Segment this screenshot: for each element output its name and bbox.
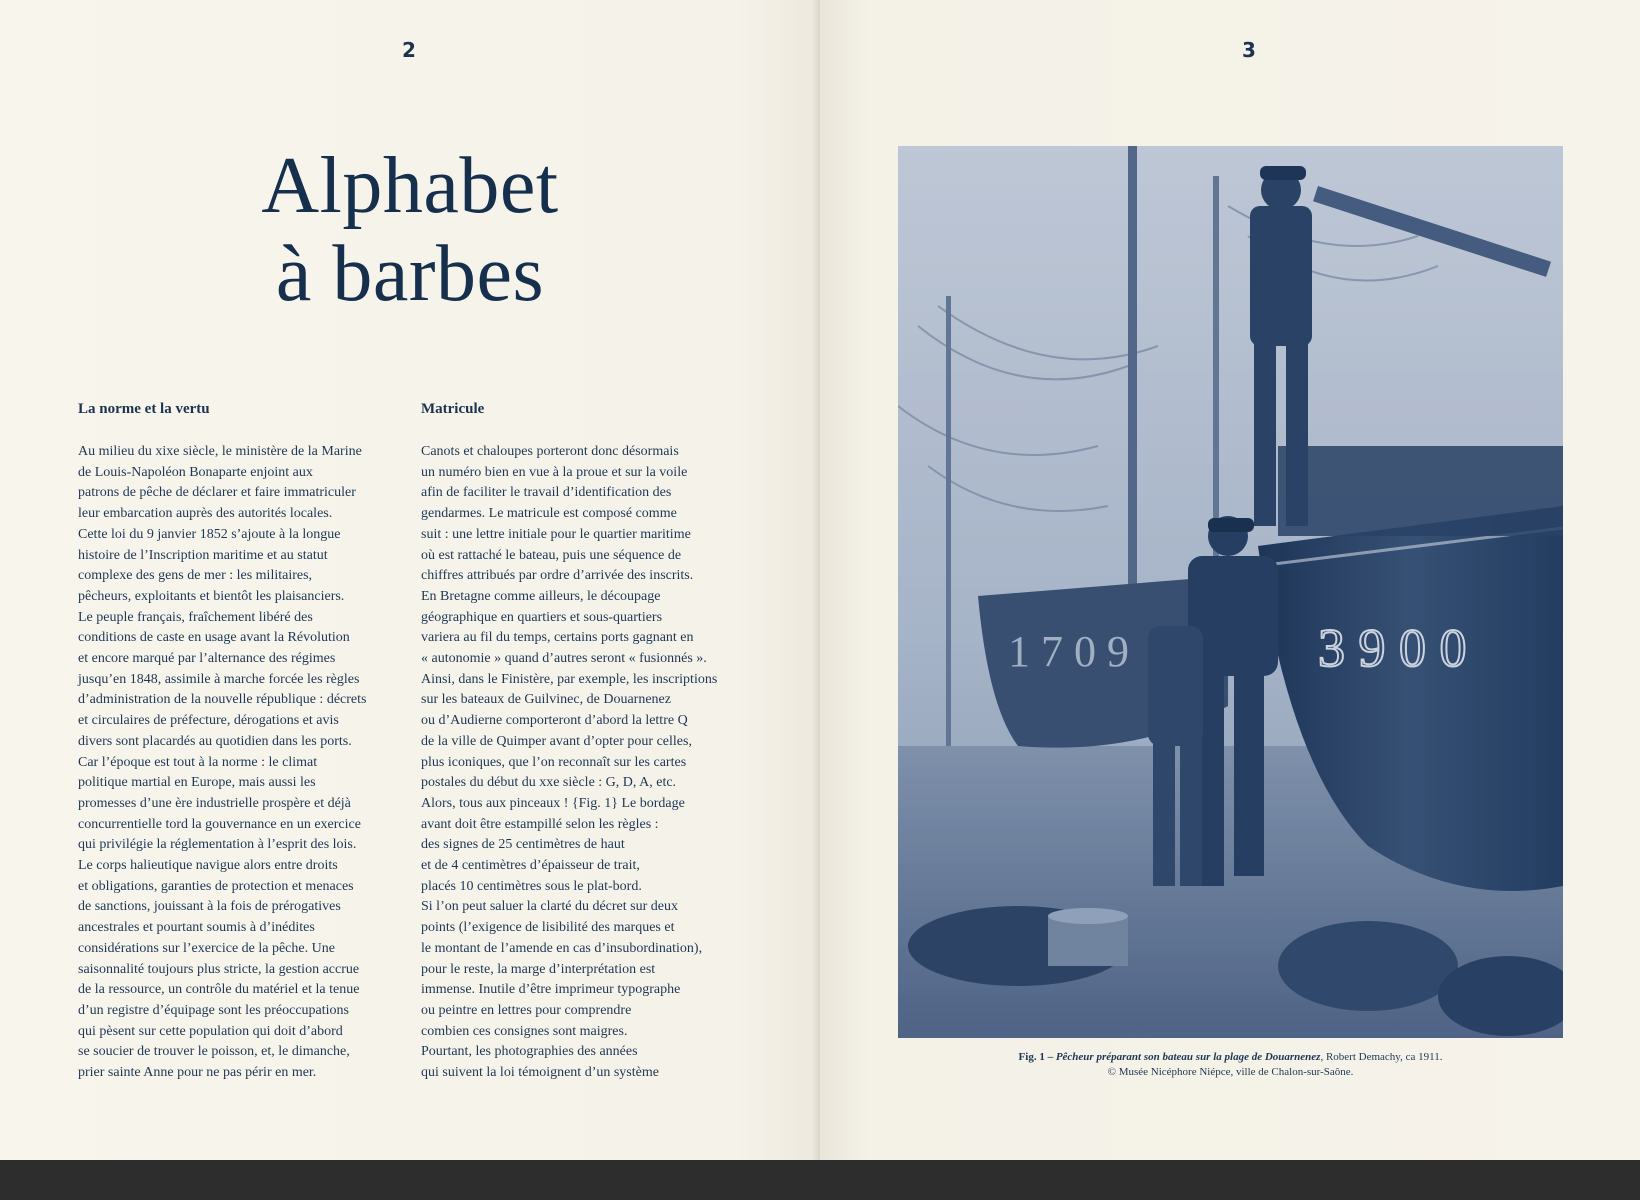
page-number-left: 2 <box>402 38 416 62</box>
text-line: de la ressource, un contrôle du matériel et la tenue <box>78 982 360 998</box>
text-line: points (l’exigence de lisibilité des marques et <box>421 920 675 936</box>
page-title <box>180 142 640 318</box>
text-line: pour le reste, la marge d’interprétation est <box>421 961 656 977</box>
text-line: de Louis-Napoléon Bonaparte enjoint aux <box>78 464 313 480</box>
text-line: prier sainte Anne pour ne pas périr en mer. <box>78 1065 317 1081</box>
text-line: suit : une lettre initiale pour le quartier maritime <box>421 526 691 542</box>
text-line: plus iconiques, que l’on reconnaît sur les cartes <box>421 754 687 770</box>
text-line: et de 4 centimètres d’épaisseur de trait, <box>421 858 640 874</box>
text-line: ancestrales et pourtant soumis à d’inédites <box>78 920 315 936</box>
text-line: Canots et chaloupes porteront donc désormais <box>421 444 679 459</box>
column-la-norme <box>78 398 398 1084</box>
column-matricule <box>421 398 751 1084</box>
page-number-right: 3 <box>1242 38 1256 62</box>
text-line: Cette loi du 9 janvier 1852 s’ajoute à la longue <box>78 526 341 542</box>
text-line: et circulaires de préfecture, dérogations et avis <box>78 713 339 729</box>
text-line: qui suivent la loi témoignent d’un système <box>421 1065 659 1081</box>
text-line: complexe des gens de mer : les militaires, <box>78 568 313 584</box>
text-line: considérations sur l’exercice de la pêche. Une <box>78 940 335 956</box>
near-hull-number: 3 9 0 0 <box>1318 618 1467 678</box>
text-line: Alors, tous aux pinceaux ! {Fig. 1} Le bordage <box>421 795 685 811</box>
text-line: immense. Inutile d’être imprimeur typographe <box>421 982 681 998</box>
text-line: géographique en quartiers et sous-quartiers <box>421 609 663 625</box>
text-line: Si l’on peut saluer la clarté du décret sur deux <box>421 899 678 915</box>
text-line: ou peintre en lettres pour comprendre <box>421 1002 632 1018</box>
text-line: concurrentielle tord la gouvernance en un exercice <box>78 816 361 832</box>
figure-caption <box>858 1050 1603 1080</box>
desk-background <box>0 1160 1640 1200</box>
text-line: Le corps halieutique navigue alors entre droits <box>78 858 338 874</box>
text-line: qui privilégie la réglementation à l’esprit des lois. <box>78 837 357 853</box>
column-body <box>78 442 398 1084</box>
text-line: de sanctions, jouissant à la fois de prérogatives <box>78 899 341 915</box>
text-line: patrons de pêche de déclarer et faire immatriculer <box>78 485 356 501</box>
caption-credit: , Robert Demachy, ca 1911. <box>1320 1051 1443 1063</box>
text-line: où est rattaché le bateau, puis une séquence de <box>421 547 682 563</box>
column-heading: Matricule <box>421 401 485 417</box>
photo-illustration <box>898 146 1563 1038</box>
text-line: d’administration de la nouvelle république : décrets <box>78 692 367 708</box>
column-body <box>421 442 751 1084</box>
caption-line-2: © Musée Nicéphore Niépce, ville de Chalon-sur-Saône. <box>1107 1066 1354 1078</box>
text-line: conditions de caste en usage avant la Révolution <box>78 630 350 646</box>
text-line: chiffres attribués par ordre d’arrivée des inscrits. <box>421 568 694 584</box>
text-line: « autonomie » quand d’autres seront « fusionnés ». <box>421 651 707 667</box>
text-line: et encore marqué par l’alternance des régimes <box>78 651 336 667</box>
text-line: de la ville de Quimper avant d’opter pour celles, <box>421 733 692 749</box>
text-line: divers sont placardés au quotidien dans les ports. <box>78 733 352 749</box>
left-page <box>0 0 820 1160</box>
text-line: placés 10 centimètres sous le plat-bord. <box>421 878 642 894</box>
caption-title: Pêcheur préparant son bateau sur la plage de Douarnenez <box>1055 1051 1321 1063</box>
text-line: d’un registre d’équipage sont les préoccupations <box>78 1002 349 1018</box>
text-line: saisonnalité toujours plus stricte, la gestion accrue <box>78 961 360 977</box>
text-line: combien ces consignes sont maigres. <box>421 1023 628 1039</box>
text-line: ou d’Audierne comporteront d’abord la lettre Q <box>421 713 688 729</box>
text-line: jusqu’en 1848, assimile à marche forcée les règles <box>78 671 360 687</box>
text-line: En Bretagne comme ailleurs, le découpage <box>421 588 661 604</box>
column-heading: La norme et la vertu <box>78 401 210 417</box>
text-line: promesses d’une ère industrielle prospère et déjà <box>78 795 351 811</box>
text-line: gendarmes. Le matricule est composé comme <box>421 506 677 522</box>
text-line: un numéro bien en vue à la proue et sur la voile <box>421 464 688 480</box>
text-line: pêcheurs, exploitants et bientôt les plaisanciers. <box>78 588 345 604</box>
text-line: des signes de 25 centimètres de haut <box>421 837 625 853</box>
text-line: Le peuple français, fraîchement libéré des <box>78 609 313 625</box>
caption-fig-label: Fig. 1 – <box>1018 1051 1054 1063</box>
title-line-1: Alphabet <box>261 142 559 230</box>
text-line: afin de faciliter le travail d’identification des <box>421 485 672 501</box>
text-line: histoire de l’Inscription maritime et au statut <box>78 547 328 563</box>
text-line: variera au fil du temps, certains ports gagnant en <box>421 630 694 646</box>
text-line: Pourtant, les photographies des années <box>421 1044 638 1060</box>
caption-line-1 <box>858 1050 1603 1065</box>
text-line: politique martial en Europe, mais aussi les <box>78 775 316 791</box>
far-hull-number: 1 7 0 9 <box>1008 627 1129 676</box>
text-line: avant doit être estampillé selon les règles : <box>421 816 659 832</box>
text-line: sur les bateaux de Guilvinec, de Douarnenez <box>421 692 671 708</box>
text-line: qui pèsent sur cette population qui doit d’abord <box>78 1023 343 1039</box>
text-line: Ainsi, dans le Finistère, par exemple, les inscriptions <box>421 671 718 687</box>
title-line-2: à barbes <box>275 230 545 318</box>
text-line: postales du début du xxe siècle : G, D, A, etc. <box>421 775 677 791</box>
text-line: le montant de l’amende en cas d’insubordination), <box>421 940 703 956</box>
text-line: Au milieu du xixe siècle, le ministère de la Marine <box>78 444 362 459</box>
text-line: et obligations, garanties de protection et menaces <box>78 878 354 894</box>
text-line: Car l’époque est tout à la norme : le climat <box>78 754 318 770</box>
text-line: leur embarcation auprès des autorités locales. <box>78 506 333 522</box>
text-line: se soucier de trouver le poisson, et, le dimanche, <box>78 1044 350 1060</box>
historic-photo <box>898 146 1563 1038</box>
